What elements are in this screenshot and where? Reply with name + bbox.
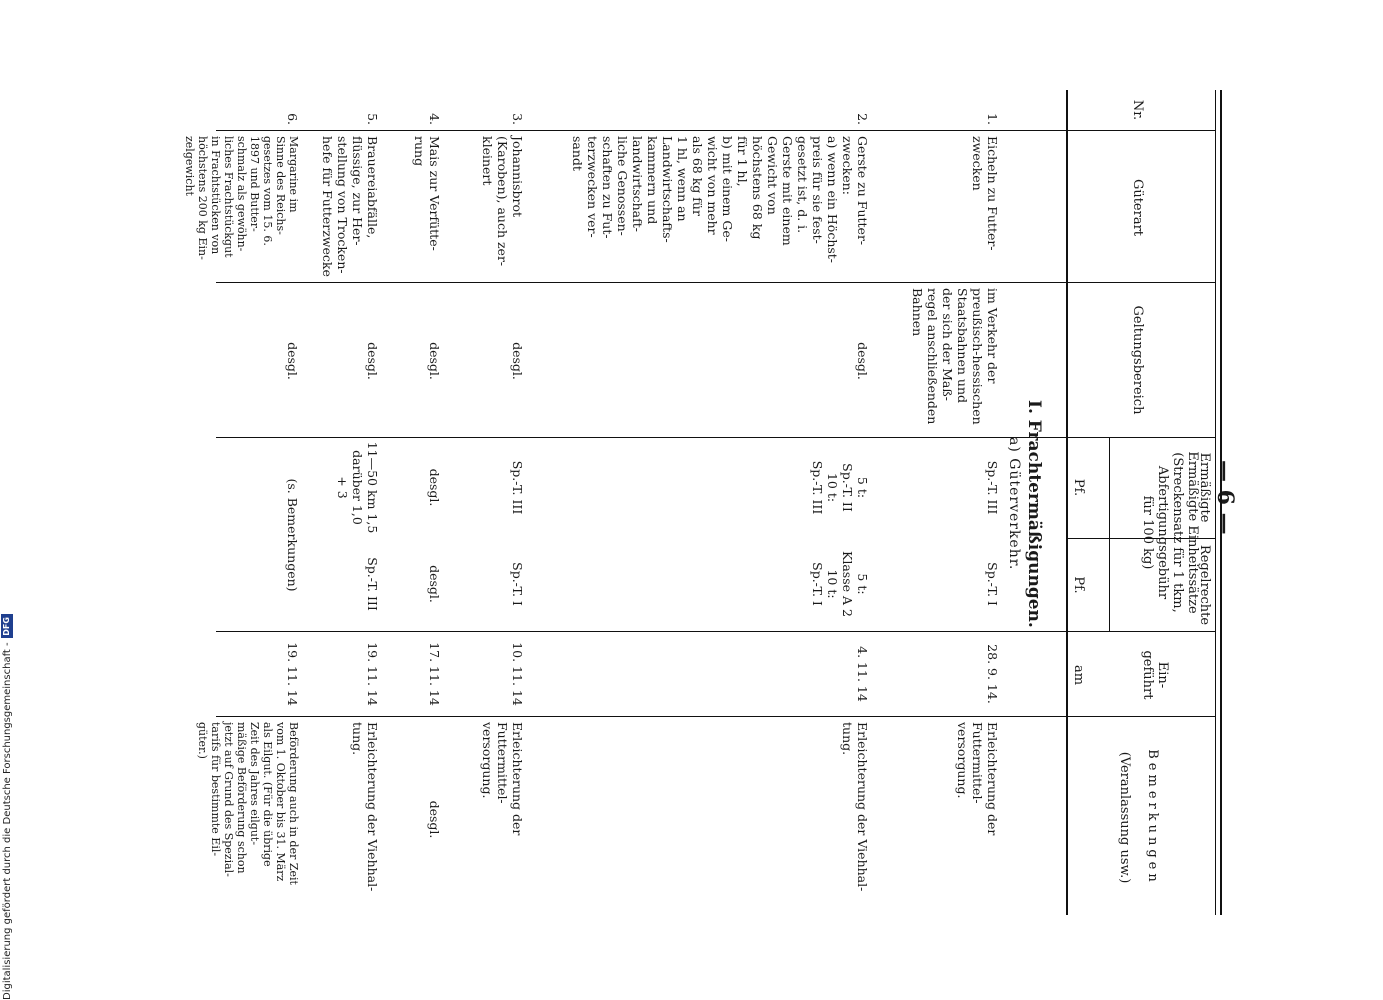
header-pf-ermaessigte: Pf.: [1071, 478, 1086, 497]
column-line-1: [216, 130, 1216, 131]
header-ermaessigte: Ermäßigte: [1197, 452, 1212, 523]
row-gueterart: Eicheln zu Futter- zwecken: [970, 136, 1000, 251]
page-number: — 6 —: [1212, 460, 1238, 535]
row-eingefuehrt: 10. 11. 14: [510, 642, 525, 706]
row-nr: 4.: [427, 113, 442, 125]
row-geltungsbereich: desgl.: [855, 342, 870, 380]
row-nr: 3.: [510, 113, 525, 125]
row-regelrechte: desgl.: [427, 565, 442, 603]
row-gueterart: Johannisbrot (Karoben), auch zer- kleinert: [480, 136, 525, 267]
row-regelrechte: 5 t: Klasse A 2 10 t: Sp.-T. I: [810, 551, 870, 617]
row-ermaessigte: 11—50 km 1,5 darüber 1,0 + 3: [335, 441, 380, 534]
row-geltungsbereich: im Verkehr der preußisch-hessischen Staatsbahnen und der sich der Maß- regel anschließenden Bahnen: [910, 288, 1000, 425]
row-eingefuehrt: 19. 11. 14: [365, 642, 380, 706]
header-nr: Nr.: [1130, 99, 1145, 121]
digitization-footer: [0, 600, 16, 1000]
row-bemerkungen: Erleichterung der Futtermittel- versorgung.: [480, 722, 525, 836]
row-ermaessigte: desgl.: [427, 468, 442, 507]
row-ermaessigte: Sp.-T. III: [510, 460, 525, 515]
row-geltungsbereich: desgl.: [427, 342, 442, 380]
section-title: I. Frachtermäßigungen.: [1024, 400, 1044, 628]
row-ermaessigte: Sp.-T. III: [985, 460, 1000, 515]
row-bemerkungen: Beförderung auch in der Zeit vom 1. Oktober bis 31. März als Eilgut. (Für die übrige Zeit des Jahres eilgut- mäßige Beförderung schon jetzt auf Grund des Spezial- tarifs für bestimmte Eil- güter.): [196, 722, 300, 885]
row-gueterart: Mais zur Verfütte- rung: [412, 136, 442, 251]
row-nr: 6.: [285, 113, 300, 125]
row-regelrechte: Sp.-T. I: [985, 562, 1000, 606]
row-eingefuehrt: 4. 11. 14: [855, 646, 870, 702]
row-bemerkungen: desgl.: [427, 800, 442, 839]
column-line-3: [216, 437, 1216, 438]
header-regelrechte: Regelrechte: [1197, 544, 1212, 626]
row-eingefuehrt: 28. 9. 14.: [985, 644, 1000, 704]
header-eingefuehrt: Ein- geführt: [1140, 650, 1170, 700]
top-rule-inner: [1215, 90, 1216, 915]
column-line-2: [216, 282, 1216, 283]
header-am: am: [1071, 664, 1086, 686]
header-gueterart: Güterart: [1130, 178, 1145, 237]
row-regelrechte: Sp.-T. I: [510, 562, 525, 606]
header-pf-regelrechte: Pf.: [1071, 576, 1086, 594]
row-bemerkungen: Erleichterung der Viehhal- tung.: [840, 722, 870, 892]
section-subtitle: a) Güterverkehr.: [1006, 437, 1022, 571]
row-ermaessigte: 5 t: Sp.-T. II 10 t: Sp.-T. III: [810, 460, 870, 515]
header-group-rule: [1109, 437, 1110, 631]
footer-text: Digitalisierung gefördert durch die Deutsche Forschungsgemeinschaft -: [2, 642, 13, 1000]
row-geltungsbereich: desgl.: [285, 342, 300, 380]
row-geltungsbereich: desgl.: [510, 342, 525, 380]
row-gueterart: Brauereiabfälle, flüssige, zur Her- stellung von Trocken- hefe für Futterzwecke: [320, 136, 380, 277]
row-ermaessigte: (s. Bemerkungen): [285, 478, 300, 592]
row-nr: 5.: [365, 113, 380, 125]
header-bemerkungen: Bemerkungen: [1145, 749, 1160, 886]
column-line-6: [216, 716, 1216, 717]
row-bemerkungen: Erleichterung der Viehhal- tung.: [350, 722, 380, 892]
row-eingefuehrt: 17. 11. 14: [427, 642, 442, 706]
rotated-document-page: [120, 0, 1240, 1000]
top-rule: [1220, 90, 1222, 915]
row-nr: 2.: [855, 113, 870, 125]
header-veranlassung: (Veranlassung usw.): [1117, 751, 1132, 884]
row-bemerkungen: Erleichterung der Futtermittel- versorgung.: [955, 722, 1000, 836]
dfg-logo: DFG: [1, 614, 13, 638]
row-geltungsbereich: desgl.: [365, 342, 380, 380]
header-rule: [1066, 90, 1068, 915]
row-gueterart: Gerste zu Futter- zwecken: a) wenn ein Höchst- preis für sie fest- gesetzt ist, d. i. Gerste mit einem Gewicht von höchstens 68 kg für 1 hl, b) mit einem Ge- wicht von mehr als 68 kg für 1 hl, wenn an Landwirtschafts- kammern und landwirtschaft- liche Genossen- schaften zu Fut- terzwecken ver- sandt: [570, 136, 870, 264]
row-regelrechte: Sp.-T. III: [365, 557, 380, 611]
row-eingefuehrt: 19. 11. 14: [285, 642, 300, 706]
column-line-5: [216, 631, 1216, 632]
column-line-4: [1068, 538, 1216, 539]
header-geltungsbereich: Geltungsbereich: [1130, 305, 1145, 415]
row-nr: 1.: [985, 113, 1000, 125]
header-ermaessigte-einheitssaetze: Ermäßigte Einheitssätze (Streckensatz für 1 tkm, Abfertigungsgebühr für 100 kg): [1140, 451, 1200, 614]
row-gueterart: Margarine im Sinne des Reichs- gesetzes vom 15. 6. 1897 und Butter- schmalz als gewöhn- liches Frachtstückgut in Frachtstücken von höchstens 200 kg Ein- zelgewicht: [183, 136, 300, 260]
